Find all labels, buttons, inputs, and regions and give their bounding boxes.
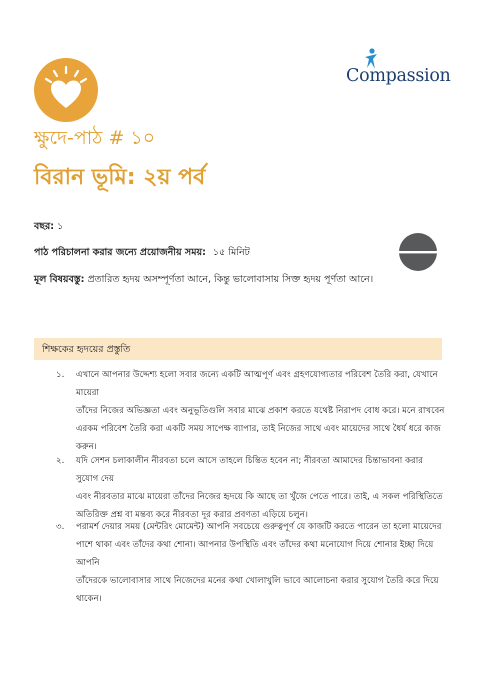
- age-value: ১: [57, 221, 64, 232]
- item-line: এখানে আপনার উদ্দেশ্য হলো সবার জন্যে একটি আত্মপূর্ণ এবং গ্রহণযোগ্যতার পরিবেশ তৈরি করা, যেখানে মায়েরা: [76, 370, 438, 398]
- time-label: পাঠ পরিচালনা করার জন্যে প্রয়োজনীয় সময়:: [34, 247, 206, 258]
- compassion-logo: Compassion: [346, 66, 451, 86]
- item-number: ১.: [56, 370, 65, 380]
- preparation-heading: শিক্ষকের হৃদয়ের প্রস্তুতি: [42, 344, 131, 355]
- item-line: তাঁদেরকে ভালোবাসার সাথে নিজেদের মনের কথা খোলাখুলি ভাবে আলোচনা করার সুযোগ তৈরি করে দিয়ে: [76, 576, 439, 586]
- item-line: এবং নীরবতার মাঝে মায়েরা তাঁদের নিজের হৃদয়ে কি আছে তা খুঁজে পেতে পারে। তাই, এ সকল পরিস্থিতিতে: [76, 492, 443, 502]
- item-line: অতিরিক্ত প্রশ্ন বা মন্তব্য করে নীরবতা দূর করার প্রবণতা এড়িয়ে চলুন।: [76, 510, 308, 520]
- item-line: এরকম পরিবেশ তৈরি করা একটি সময় সাপেক্ষ ব্যাপার, তাই নিজের সাথে এবং মায়েদের সাথে ধৈর্য ধরে কাজ: [76, 424, 441, 434]
- theme-line: [34, 273, 373, 288]
- item-line: থাকেন।: [76, 594, 102, 604]
- item-line: পাশে থাকা এবং তাঁদের কথা শোনা। আপনার উপস্থিতি এবং তাঁদের কথা মনোযোগ দিয়ে শোনার ইচ্ছা দিয়ে আপনি: [76, 540, 434, 568]
- preparation-item: [56, 452, 446, 524]
- lesson-subtitle: ক্ষুদে-পাঠ # ১০: [34, 127, 156, 149]
- time-value: ১৫ মিনিট: [212, 247, 250, 258]
- time-line: [34, 246, 250, 261]
- theme-label: মূল বিষয়বস্তু:: [34, 274, 85, 285]
- item-line: করুন।: [76, 442, 97, 452]
- theme-value: প্রতারিত হৃদয় অসম্পূর্ণতা আনে, কিন্তু ভালোবাসায় সিক্ত হৃদয় পূর্ণতা আনে।: [87, 274, 374, 285]
- item-number: ৩.: [56, 522, 65, 532]
- clock-icon: [398, 232, 438, 272]
- item-line: পরামর্শ দেয়ার সময় (মেন্টরিং মোমেন্ট) আপনি সবচেয়ে গুরুত্বপূর্ণ যে কাজটি করতে পারেন তা হলো মায়েদের: [76, 522, 442, 532]
- preparation-item: [56, 366, 446, 456]
- item-line: যদি সেশন চলাকালীন নীরবতা চলে আসে তাহলে চিন্তিত হবেন না; নীরবতা আমাদের চিন্তাভাবনা করার সুযোগ দেয়: [76, 456, 423, 484]
- item-line: তাঁদের নিজের অভিজ্ঞতা এবং অনুভূতিগুলি সবার মাঝে প্রকাশ করতে যথেষ্ট নিরাপদ বোধ করে। মনে রাখবেন: [76, 406, 445, 416]
- lesson-title: বিরান ভূমি: ২য় পর্ব: [34, 165, 206, 190]
- heart-with-rays-icon: [34, 58, 98, 122]
- age-label: বছর:: [34, 221, 55, 232]
- item-number: ২.: [56, 456, 65, 466]
- age-line: [34, 220, 63, 235]
- preparation-item: [56, 518, 446, 608]
